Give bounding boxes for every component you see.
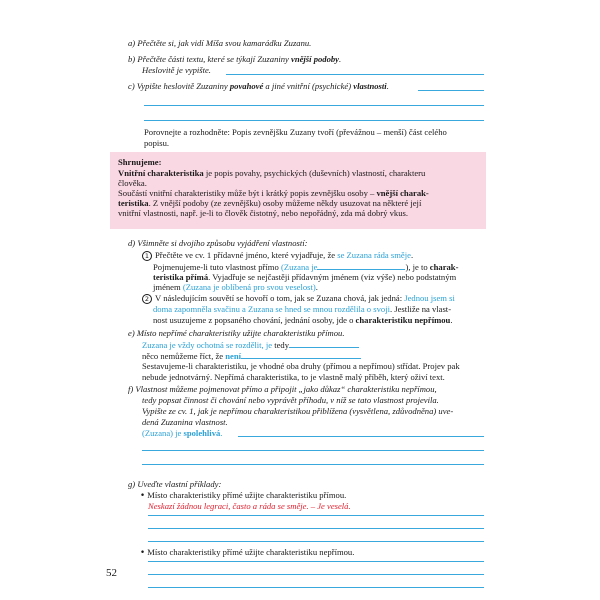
- task-c: c) Vypište heslovitě Zuzaniny povahové a jiné vnitřní (psychické) vlastnosti.: [128, 81, 389, 91]
- d-item-2-line3: nost usuzujeme z popsaného chování, jednání osoby, jde o charakteristiku nepřímou.: [153, 315, 453, 325]
- answer-line[interactable]: [148, 528, 484, 529]
- task-g: g) Uveďte vlastní příklady:: [128, 479, 222, 489]
- e-line3: Sestavujeme-li charakteristiku, je vhodné oba druhy (přímou a nepřímou) střídat. Projev pak: [142, 361, 460, 371]
- summary-line: teristika. Z vnější podoby (ze zevnějšku) osoby můžeme někdy usuzovat na některé její: [118, 198, 422, 208]
- task-d: d) Všimněte si dvojího způsobu vyjádření vlastností:: [128, 238, 308, 248]
- answer-blank[interactable]: [289, 339, 359, 348]
- g-bullet-1: • Místo charakteristiky přímé užijte charakteristiku přímou.: [140, 490, 347, 501]
- d-item-1-line4: jménem (Zuzana je oblíbená pro svou veselost).: [153, 282, 318, 292]
- e-line1: Zuzana je vždy ochotná se rozdělit, je tedy: [142, 339, 359, 350]
- e-line4: nebude jednotvárný. Nepřímá charakteristika, to je vlastně malý příběh, který oživí text.: [142, 372, 445, 382]
- answer-line[interactable]: [418, 90, 484, 91]
- answer-line[interactable]: [148, 515, 484, 516]
- answer-line[interactable]: [238, 436, 484, 437]
- g-example: Neskazí žádnou legraci, často a ráda se směje. – Je veselá.: [148, 501, 351, 511]
- summary-heading: Shrnujeme:: [118, 157, 162, 167]
- answer-line[interactable]: [148, 574, 484, 575]
- summary-line: Součástí vnitřní charakteristiky může být i krátký popis zevnějšku osoby – vnější charak-: [118, 188, 429, 198]
- task-e: e) Místo nepřímé charakteristiky užijte charakteristiku přímou.: [128, 328, 345, 338]
- task-f: f) Vlastnost můžeme pojmenovat přímo a připojit „jako důkaz“ charakteristiku nepřímou,: [128, 384, 437, 394]
- page-number: 52: [106, 567, 117, 579]
- answer-line[interactable]: [142, 464, 484, 465]
- compare-text: Porovnejte a rozhodněte: Popis zevnějšku Zuzany tvoří (převážnou – menší) část celého: [144, 127, 447, 137]
- task-b: b) Přečtěte části textu, které se týkají Zuzaniny vnější podoby.: [128, 54, 342, 64]
- d-item-1-line3: teristika přímá. Vyjadřuje se nejčastěji přídavným jménem (viz výše) nebo podstatným: [153, 272, 457, 282]
- number-2-icon: 2: [142, 294, 152, 304]
- f-line2: tedy popsat činnost či chování nebo vyprávět příhodu, v níž se tato vlastnost projevila.: [142, 395, 439, 405]
- answer-line[interactable]: [226, 74, 484, 75]
- summary-line: Vnitřní charakteristika je popis povahy, psychických (duševních) vlastností, charakteru: [118, 168, 426, 178]
- answer-line[interactable]: [148, 561, 484, 562]
- f-line3: Vypište ze cv. 1, jak je nepřímou charakteristikou přiblížena (vysvětlena, zdůvodněna) uve-: [142, 406, 454, 416]
- summary-line: člověka.: [118, 178, 147, 188]
- answer-line[interactable]: [148, 541, 484, 542]
- answer-line[interactable]: [142, 450, 484, 451]
- f-line4: dená Zuzanina vlastnost.: [142, 417, 228, 427]
- answer-line[interactable]: [144, 105, 484, 106]
- g-bullet-2: • Místo charakteristiky přímé užijte charakteristiku nepřímou.: [140, 547, 355, 558]
- compare-text-2: popisu.: [144, 138, 170, 148]
- d-item-1-line2: Pojmenujeme-li tuto vlastnost přímo (Zuzana je ), je to charak-: [153, 262, 459, 272]
- d-item-1-line1: 1 Přečtěte ve cv. 1 přídavné jméno, které vyjadřuje, že se Zuzana ráda směje.: [142, 250, 413, 261]
- number-1-icon: 1: [142, 251, 152, 261]
- answer-line[interactable]: [148, 587, 484, 588]
- e-line2: něco nemůžeme říct, že není: [142, 350, 361, 361]
- summary-line: vnitřní vlastnosti, např. je-li to člověk čistotný, nebo nepořádný, zda má dobrý vkus.: [118, 208, 408, 218]
- answer-line[interactable]: [144, 120, 484, 121]
- task-b-line2: Heslovitě je vypište.: [142, 65, 211, 75]
- answer-blank[interactable]: [317, 261, 405, 270]
- d-item-2-line2: doma zapomněla svačinu a Zuzana se hned se mnou rozdělila o svoji. Jestliže na vlast-: [153, 304, 452, 314]
- f-line5: (Zuzana) je spolehlivá.: [142, 428, 223, 438]
- task-a: a) Přečtěte si, jak vidí Míša svou kamarádku Zuzanu.: [128, 38, 312, 48]
- d-item-2-line1: 2 V následujícím souvětí se hovoří o tom, jak se Zuzana chová, jak jedná: Jednou jsem si: [142, 293, 455, 304]
- answer-blank[interactable]: [241, 350, 361, 359]
